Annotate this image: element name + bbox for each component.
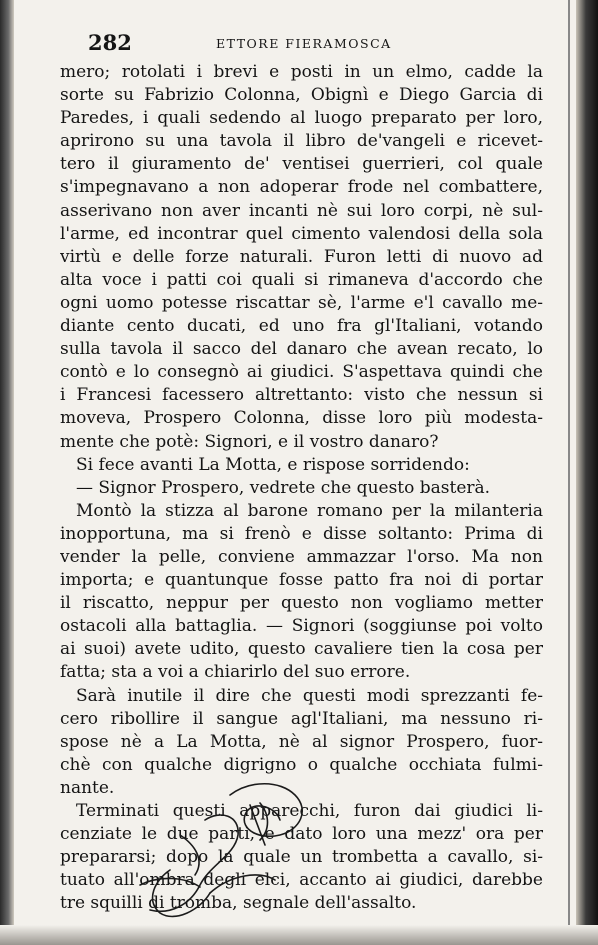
text-line: alta voce i patti coi quali si rimaneva d'accordo che (60, 269, 543, 290)
text-line: Sarà inutile il dire che questi modi sprezzanti fe- (76, 685, 543, 706)
text-line: inopportuna, ma si frenò e disse soltanto: Prima di (60, 523, 543, 544)
running-title: ETTORE FIERAMOSCA (216, 36, 392, 51)
text-line: mente che potè: Signori, e il vostro danaro? (60, 431, 439, 452)
text-line: nante. (60, 777, 115, 798)
text-line: contò e lo consegnò ai giudici. S'aspettava quindi che (60, 362, 543, 383)
body-text (60, 61, 543, 915)
text-line: s'impegnavano a non adoperar frode nel combattere, (60, 177, 543, 198)
text-line: cenziate le due parti, e dato loro una mezz' ora per (60, 824, 543, 845)
text-line: fatta; sta a voi a chiarirlo del suo errore. (60, 662, 411, 683)
text-line: Montò la stizza al barone romano per la milanteria (76, 500, 543, 521)
text-line: chè con qualche digrigno o qualche occhiata fulmi- (60, 754, 543, 775)
text-line: aprirono su una tavola il libro de'vangeli e ricevet- (60, 131, 543, 152)
text-line: tre squilli di tromba, segnale dell'assalto. (60, 893, 417, 914)
text-line: il riscatto, neppur per questo non vogliamo metter (60, 593, 543, 614)
page-edge-shadow (576, 0, 598, 945)
bottom-edge-shadow (0, 925, 598, 945)
text-line: ogni uomo potesse riscattar sè, l'arme e'l cavallo me- (60, 292, 543, 313)
text-line: i Francesi facessero altrettanto: visto che nessun si (60, 385, 543, 406)
text-line: Terminati questi apparecchi, furon dai giudici li- (76, 801, 543, 821)
text-line: l'arme, ed incontrar quel cimento valendosi della sola (60, 223, 543, 244)
book-spine-shadow (0, 0, 14, 945)
text-line: diante cento ducati, ed uno fra gl'Italiani, votando (60, 316, 543, 337)
text-line: moveva, Prospero Colonna, disse loro più modesta- (60, 408, 543, 429)
text-line: cero ribollire il sangue agl'Italiani, ma nessuno ri- (60, 708, 543, 729)
text-line: spose nè a La Motta, nè al signor Prospero, fuor- (60, 731, 543, 752)
text-line: Si fece avanti La Motta, e rispose sorridendo: (76, 454, 470, 475)
text-line: tuato all'ombra degli elci, accanto ai giudici, darebbe (60, 870, 543, 891)
page-number: 282 (88, 30, 132, 55)
text-line: virtù e delle forze naturali. Furon letti di nuovo ad (60, 246, 543, 267)
text-line: sorte su Fabrizio Colonna, Obignì e Diego Garcia di (60, 85, 543, 106)
text-line: mero; rotolati i brevi e posti in un elmo, cadde la (60, 62, 543, 82)
text-line: Paredes, i quali sedendo al luogo preparato per loro, (60, 108, 543, 129)
text-line: ostacoli alla battaglia. — Signori (soggiunse poi volto (60, 616, 543, 637)
text-line: asserivano non aver incanti nè sui loro corpi, nè sul- (60, 200, 543, 221)
page-header (88, 30, 528, 58)
text-line: tero il giuramento de' ventisei guerrieri, col quale (60, 154, 543, 175)
page-fold-line (568, 0, 570, 945)
text-line: vender la pelle, conviene ammazzar l'orso. Ma non (60, 546, 543, 567)
text-line: sulla tavola il sacco del danaro che avean recato, lo (60, 339, 543, 360)
text-line: — Signor Prospero, vedrete che questo basterà. (76, 477, 491, 498)
text-line: prepararsi; dopo la quale un trombetta a cavallo, si- (60, 847, 543, 868)
text-line: ai suoi) avete udito, questo cavaliere tien la cosa per (60, 639, 543, 660)
text-line: importa; e quantunque fosse patto fra noi di portar (60, 570, 543, 591)
